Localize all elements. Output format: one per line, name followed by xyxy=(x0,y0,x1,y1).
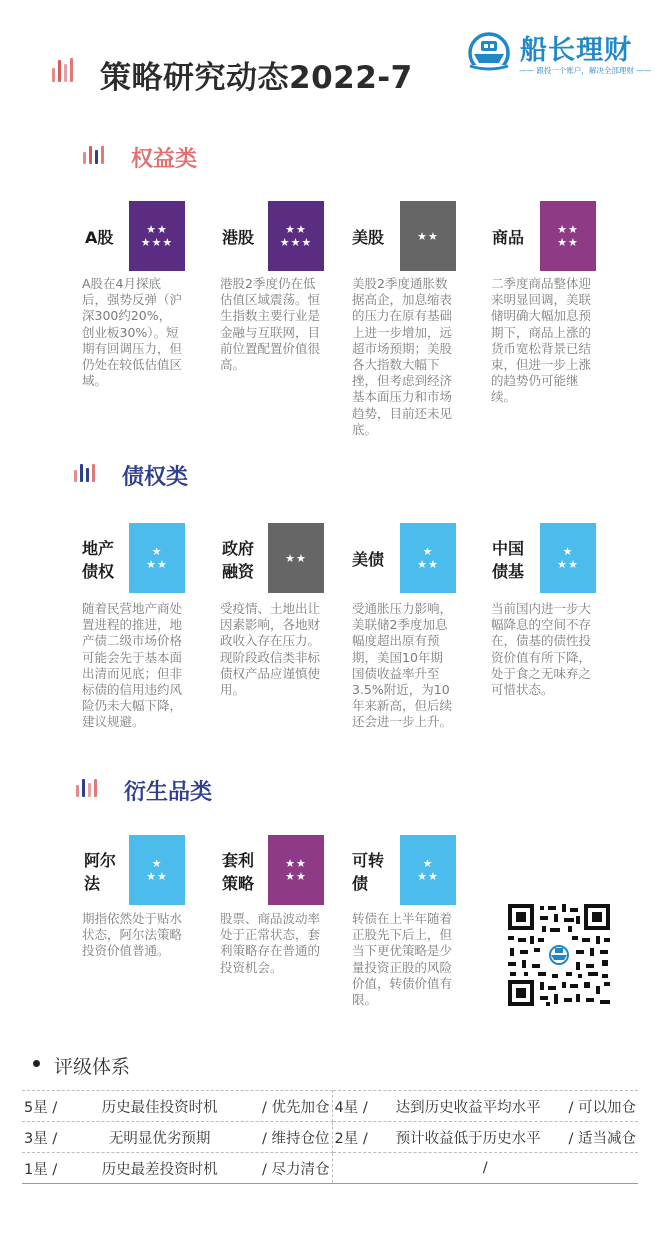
rating-meaning: 历史最佳投资时机 xyxy=(101,1099,218,1116)
asset-label: 阿尔法 xyxy=(84,851,117,893)
star-row: ★★ xyxy=(417,558,439,571)
rating-stars: 4星 / xyxy=(334,1099,368,1116)
star-row: ★★★ xyxy=(279,236,313,249)
rating-meaning: 达到历史收益平均水平 xyxy=(395,1099,541,1116)
asset-label: 地产债权 xyxy=(82,539,115,581)
star-row: ★ xyxy=(422,545,434,558)
asset-description: 港股2季度仍在低估值区域震荡。恒生指数主要行业是金融与互联网，目前位置配置价值很高。 xyxy=(220,276,321,373)
asset-label: 中国债基 xyxy=(492,539,525,581)
rating-system-title: 评级体系 xyxy=(54,1056,131,1078)
rating-badge xyxy=(400,523,456,593)
rating-badge xyxy=(129,835,185,905)
rating-meaning: 历史最差投资时机 xyxy=(101,1161,218,1178)
star-row: ★★★ xyxy=(140,236,174,249)
star-row: ★★ xyxy=(146,558,168,571)
asset-label: A股 xyxy=(85,228,114,247)
table-cell xyxy=(22,1153,332,1184)
asset-description: 二季度商品整体迎来明显回调，美联储明确大幅加息预期下，商品上涨的货币宽松背景已结束，但进一步上涨的趋势仍可能继续。 xyxy=(491,276,592,405)
star-row: ★★ xyxy=(285,551,307,565)
rating-stars: 3星 / xyxy=(24,1130,58,1147)
bullet-dot-icon xyxy=(33,1060,40,1067)
star-row: ★★ xyxy=(557,558,579,571)
table-cell xyxy=(332,1122,638,1153)
rating-meaning: 无明显优劣预期 xyxy=(108,1130,211,1147)
asset-label: 港股 xyxy=(222,228,255,247)
section-title-equity: 权益类 xyxy=(131,147,198,172)
star-row: ★ xyxy=(151,857,163,870)
rating-action: / 尽力清仓 xyxy=(261,1161,330,1178)
asset-description: 期指依然处于贴水状态，阿尔法策略投资价值普通。 xyxy=(82,911,183,959)
star-row: ★★ xyxy=(417,229,439,243)
star-row: ★★ xyxy=(146,223,168,236)
asset-description: 当前国内进一步大幅降息的空间不存在，债基的债性投资价值有所下降，处于食之无味弃之可惜状态。 xyxy=(491,601,592,698)
asset-label: 政府融资 xyxy=(222,539,255,581)
rating-meaning: 预计收益低于历史水平 xyxy=(395,1130,541,1147)
star-row: ★★ xyxy=(285,870,307,883)
rating-badge xyxy=(268,201,324,271)
rating-action: / 维持仓位 xyxy=(261,1130,330,1147)
rating-badge xyxy=(400,835,456,905)
asset-description: 转债在上半年随着正股先下后上，但当下更优策略是少量投资正股的风险价值，转债价值有限。 xyxy=(352,911,453,1008)
rating-table xyxy=(22,1090,638,1184)
star-row: ★★ xyxy=(557,236,579,249)
asset-label: 美股 xyxy=(352,228,385,247)
star-row: ★ xyxy=(562,545,574,558)
section-bars-icon xyxy=(76,779,97,797)
table-cell xyxy=(332,1153,638,1184)
brand-slogan: —— 跟投一个账户，解决全部理财 —— xyxy=(519,66,652,75)
table-row xyxy=(22,1153,638,1184)
section-title-bond: 债权类 xyxy=(122,465,189,490)
page-title: 策略研究动态2022-7 xyxy=(100,60,413,96)
asset-description: A股在4月探底后，强势反弹（沪深300约20%，创业板30%）。短期有回调压力，但仍处在较低估值区域。 xyxy=(82,276,183,389)
asset-label: 商品 xyxy=(492,228,525,247)
title-bars-icon xyxy=(52,58,73,82)
asset-description: 股票、商品波动率处于正常状态，套利策略存在普通的投资机会。 xyxy=(220,911,321,975)
table-cell xyxy=(332,1091,638,1122)
rating-meaning: / xyxy=(482,1160,488,1176)
rating-action: / 优先加仓 xyxy=(261,1099,330,1116)
rating-action: / 适当减仓 xyxy=(568,1130,636,1147)
asset-label: 美债 xyxy=(352,550,385,569)
rating-badge xyxy=(268,835,324,905)
ship-logo-icon xyxy=(466,32,512,74)
star-row: ★★ xyxy=(146,870,168,883)
table-row xyxy=(22,1122,638,1153)
star-row: ★★ xyxy=(285,223,307,236)
asset-label: 可转债 xyxy=(352,851,385,893)
rating-action: / 可以加仓 xyxy=(568,1099,636,1116)
section-bars-icon xyxy=(74,464,95,482)
table-row xyxy=(22,1091,638,1122)
asset-description: 随着民营地产商处置进程的推进，地产债二级市场价格可能会先于基本面出清而见底；但非标债的信用违约风险仍未大幅下降，建议规避。 xyxy=(82,601,183,730)
rating-badge xyxy=(268,523,324,593)
rating-badge xyxy=(129,523,185,593)
rating-badge xyxy=(540,523,596,593)
star-row: ★★ xyxy=(557,223,579,236)
rating-stars: 5星 / xyxy=(24,1099,58,1116)
rating-stars: 1星 / xyxy=(24,1161,58,1178)
star-row: ★★ xyxy=(285,857,307,870)
asset-description: 受通胀压力影响，美联储2季度加息幅度超出原有预期，美国10年期国债收益率升至3.5%附近，为10年来新高，但后续还会进一步上升。 xyxy=(352,601,453,730)
qr-code-icon xyxy=(506,902,612,1008)
rating-badge xyxy=(129,201,185,271)
rating-stars: 2星 / xyxy=(334,1130,368,1147)
asset-description: 受疫情、土地出让因素影响，各地财政收入存在压力。现阶段政信类非标债权产品应谨慎使用。 xyxy=(220,601,321,698)
table-cell xyxy=(22,1091,332,1122)
star-row: ★ xyxy=(422,857,434,870)
section-bars-icon xyxy=(83,146,104,164)
rating-badge xyxy=(540,201,596,271)
rating-badge xyxy=(400,201,456,271)
brand-name: 船长理财 xyxy=(520,35,632,66)
star-row: ★ xyxy=(151,545,163,558)
asset-label: 套利策略 xyxy=(222,851,255,893)
table-cell xyxy=(22,1122,332,1153)
asset-description: 美股2季度通胀数据高企，加息缩表的压力在原有基础上进一步增加，远超市场预期；美股各大指数大幅下挫，但考虑到经济基本面压力和市场趋势，目前还未见底。 xyxy=(352,276,453,437)
star-row: ★★ xyxy=(417,870,439,883)
section-title-derivatives: 衍生品类 xyxy=(124,780,213,805)
